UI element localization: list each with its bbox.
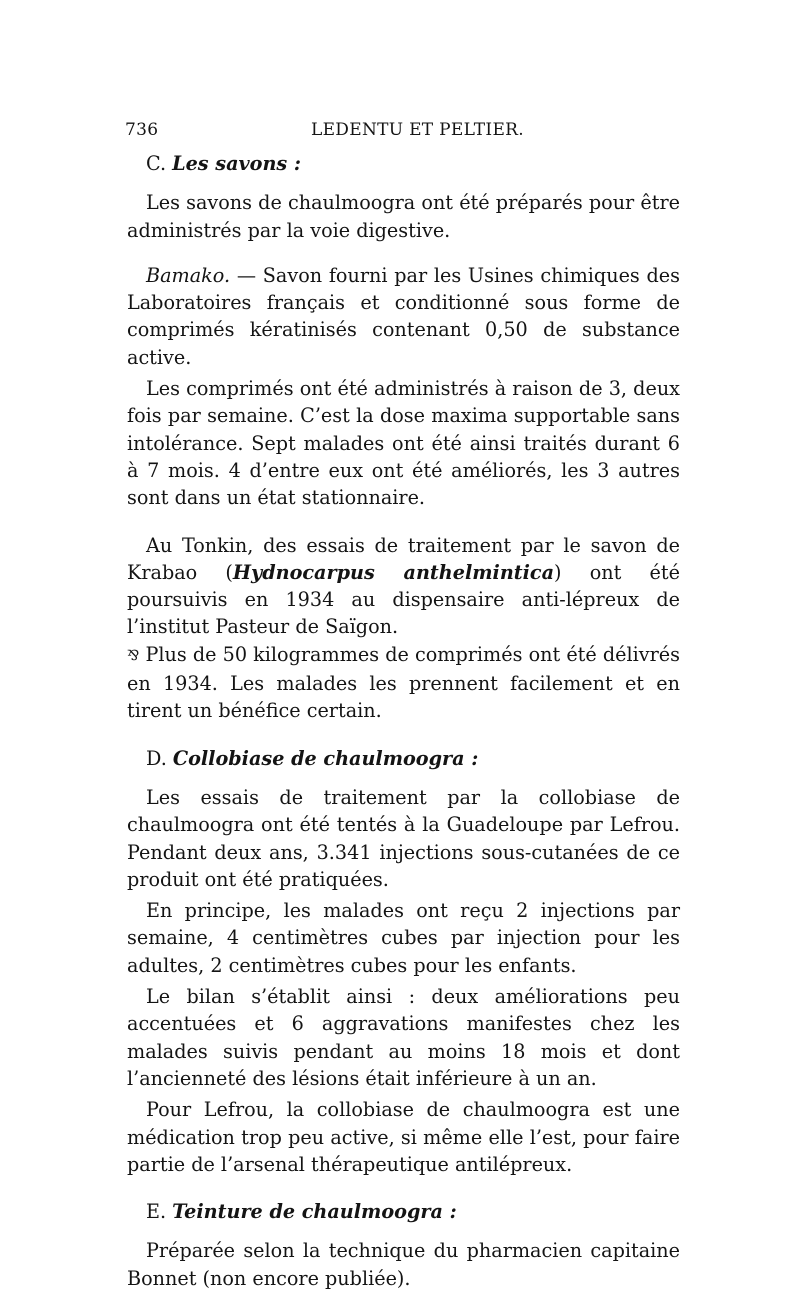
paragraph-collobiase-essais: Les essais de traitement par la collobiase de chaulmoogra ont été tentés à la Guadeloupe par Lefrou. Pendant deux ans, 3.341 injections sous-cutanées de ce produit ont été pratiquées.	[127, 785, 680, 891]
section-letter-e: E.	[146, 1200, 167, 1224]
page-number: 736	[125, 120, 159, 140]
section-letter-c: C.	[146, 152, 167, 175]
paragraph-teinture: Préparée selon la technique du pharmacien capitaine Bonnet (non encore publiée).	[127, 1239, 680, 1290]
paragraph-bamako-dosage: Les comprimés ont été administrés à raison de 3, deux fois par semaine. C’est la dose maxima supportable sans intolérance. Sept malades ont été ainsi traités durant 6 à 7 mois. 4 d’entre eux ont été améliorés, les 3 autres sont dans un état stationnaire.	[127, 377, 680, 510]
tonkin-text-b: ) ont été poursuivis en 1934 au dispensaire anti-lépreux de l’institut Pasteur de Saïgon.	[127, 560, 680, 639]
section-title-d: Collobiase de chaulmoogra :	[172, 746, 479, 770]
paragraph-collobiase-injections: En principe, les malades ont reçu 2 injections par semaine, 4 centimètres cubes par injection pour les adultes, 2 centimètres cubes pour les enfants.	[127, 899, 680, 977]
running-title: LEDENTU ET PELTIER.	[311, 120, 524, 140]
tonkin-species: Hydnocarpus anthelmintica	[232, 560, 555, 584]
paragraph-mark: ⅋	[127, 647, 140, 664]
paragraph-collobiase-conclusion: Pour Lefrou, la collobiase de chaulmoogra est une médication trop peu active, si même elle l’est, pour faire partie de l’arsenal thérapeutique antilépreux.	[127, 1098, 680, 1176]
paragraph-tonkin	[127, 532, 680, 641]
section-letter-d: D.	[146, 746, 167, 770]
paragraph-collobiase-bilan: Le bilan s’établit ainsi : deux améliorations peu accentuées et 6 aggravations manifestes chez les malades suivis pendant au moins 18 mois et dont l’ancienneté des lésions était inférieure à un an.	[127, 985, 680, 1090]
section-heading-c	[146, 150, 680, 177]
paragraph-bamako	[127, 262, 680, 371]
tonkin-text-a: Au Tonkin, des essais de traitement par le savon de Krabao (	[127, 533, 680, 584]
tonkin-comprimes-text: Plus de 50 kilogrammes de comprimés ont été délivrés en 1934. Les malades les prennent facilement et en tirent un bénéfice certain.	[127, 642, 680, 723]
section-title-c: Les savons :	[172, 152, 301, 175]
bamako-text: — Savon fourni par les Usines chimiques des Laboratoires français et conditionné sous forme de comprimés kératinisés contenant 0,50 de substance active.	[127, 263, 680, 369]
paragraph-savons-intro: Les savons de chaulmoogra ont été préparés pour être administrés par la voie digestive.	[127, 191, 680, 242]
section-heading-d	[146, 745, 680, 772]
body-text	[127, 150, 680, 1292]
section-title-e: Teinture de chaulmoogra :	[172, 1200, 457, 1224]
bamako-lead: Bamako.	[146, 263, 231, 287]
running-head	[125, 120, 680, 144]
section-heading-e	[146, 1198, 680, 1225]
paragraph-tonkin-comprimes	[127, 641, 680, 725]
